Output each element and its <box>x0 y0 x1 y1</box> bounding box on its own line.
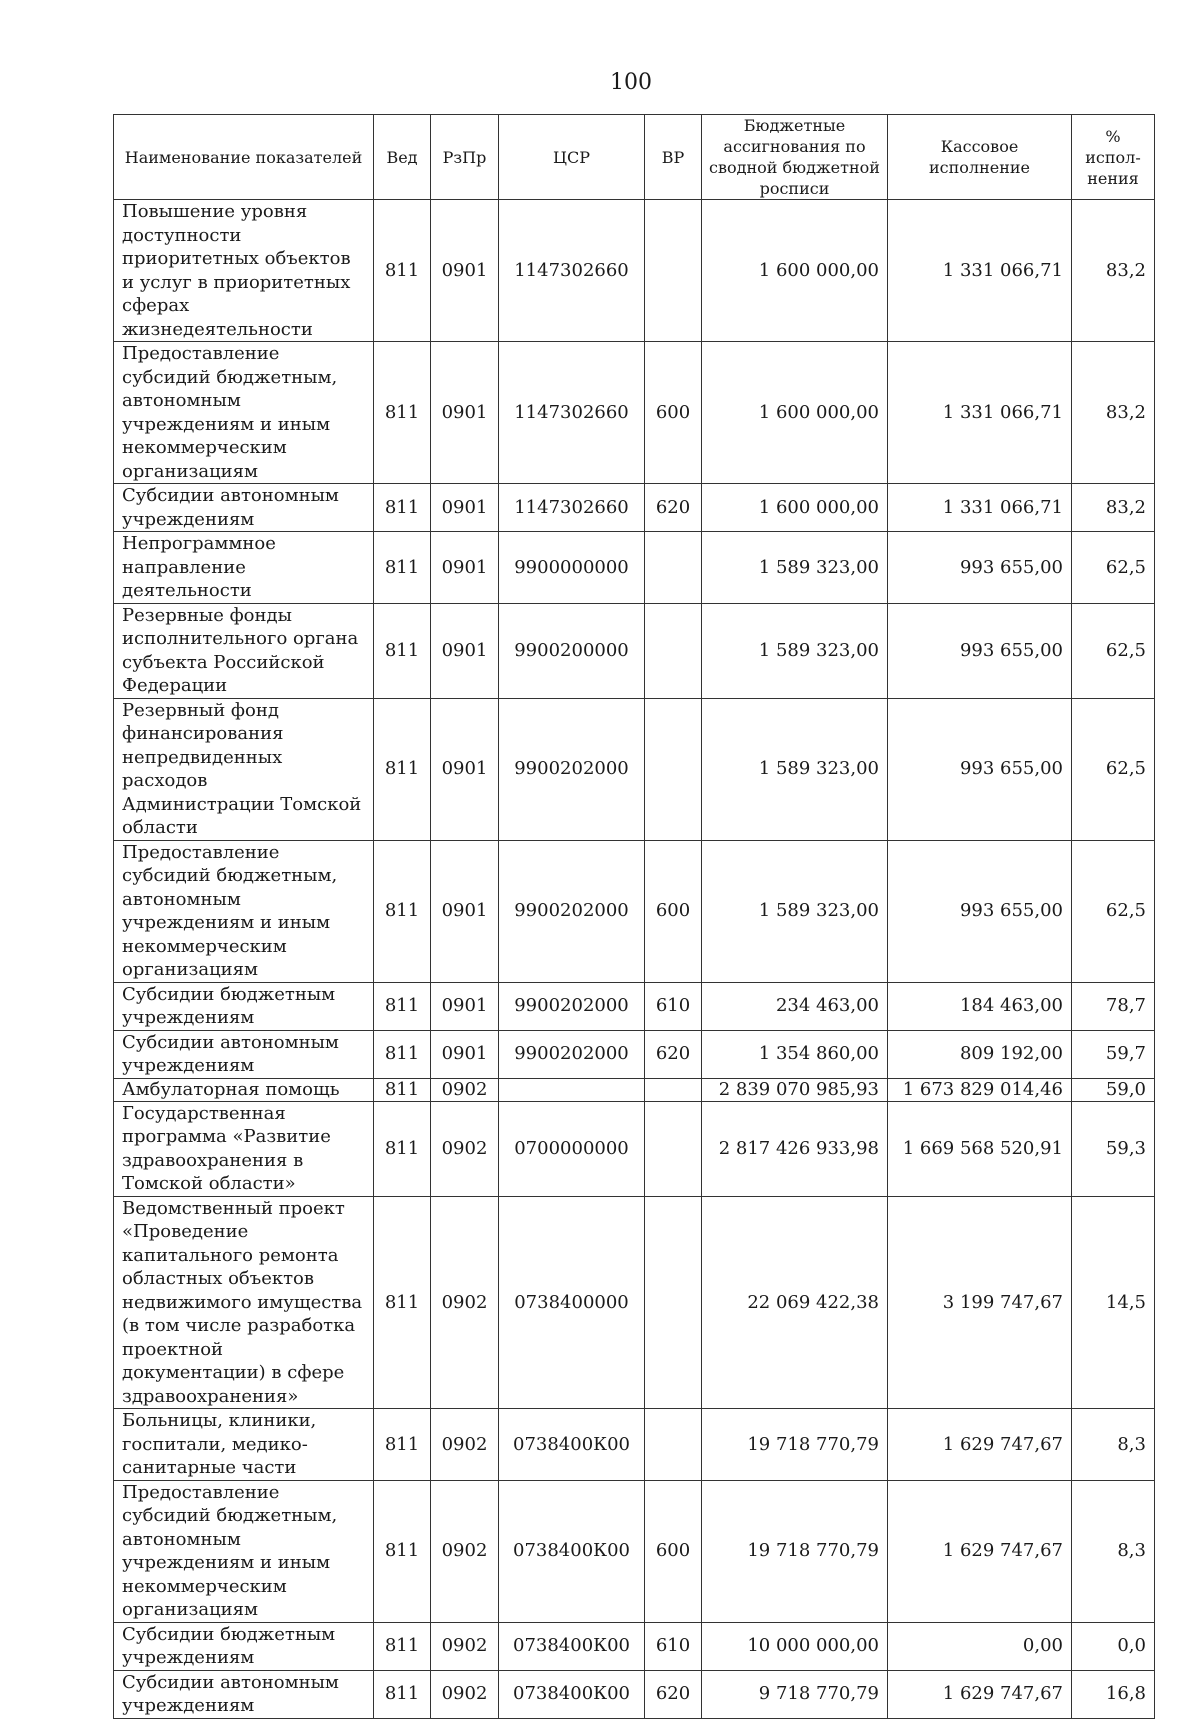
row-cash-execution: 3 199 747,67 <box>888 1196 1072 1409</box>
row-rzpr: 0901 <box>431 200 499 342</box>
row-rzpr: 0902 <box>431 1196 499 1409</box>
row-ved: 811 <box>374 1622 431 1670</box>
header-cash-execution: Кассовое исполнение <box>888 115 1072 200</box>
row-csr: 9900202000 <box>499 982 645 1030</box>
row-assignments: 1 589 323,00 <box>702 603 888 698</box>
row-vr <box>645 1078 702 1101</box>
row-csr: 0738400К00 <box>499 1622 645 1670</box>
row-percent: 14,5 <box>1072 1196 1155 1409</box>
row-percent: 78,7 <box>1072 982 1155 1030</box>
row-name: Государственная программа «Развитие здравоохранения в Томской области» <box>114 1101 374 1196</box>
row-cash-execution: 1 331 066,71 <box>888 342 1072 484</box>
row-rzpr: 0901 <box>431 840 499 982</box>
row-csr: 9900202000 <box>499 840 645 982</box>
row-assignments: 22 069 422,38 <box>702 1196 888 1409</box>
row-csr: 0738400К00 <box>499 1480 645 1622</box>
table-row <box>114 1622 1155 1670</box>
row-csr: 9900200000 <box>499 603 645 698</box>
row-name: Субсидии автономным учреждениям <box>114 1670 374 1718</box>
row-cash-execution: 993 655,00 <box>888 698 1072 840</box>
row-name: Повышение уровня доступности приоритетных объектов и услуг в приоритетных сферах жизнедеятельности <box>114 200 374 342</box>
row-ved: 811 <box>374 200 431 342</box>
row-rzpr: 0901 <box>431 603 499 698</box>
row-percent: 8,3 <box>1072 1480 1155 1622</box>
row-vr <box>645 698 702 840</box>
row-csr: 9900202000 <box>499 1030 645 1078</box>
row-cash-execution: 1 673 829 014,46 <box>888 1078 1072 1101</box>
table-row <box>114 982 1155 1030</box>
row-rzpr: 0901 <box>431 982 499 1030</box>
table-row <box>114 1409 1155 1481</box>
row-name: Субсидии автономным учреждениям <box>114 484 374 532</box>
row-name: Субсидии бюджетным учреждениям <box>114 982 374 1030</box>
row-ved: 811 <box>374 982 431 1030</box>
row-csr <box>499 1078 645 1101</box>
table-row <box>114 484 1155 532</box>
row-assignments: 1 600 000,00 <box>702 484 888 532</box>
row-ved: 811 <box>374 1196 431 1409</box>
row-rzpr: 0901 <box>431 1030 499 1078</box>
table-row <box>114 1196 1155 1409</box>
row-percent: 8,3 <box>1072 1409 1155 1481</box>
table-row <box>114 1030 1155 1078</box>
row-ved: 811 <box>374 1480 431 1622</box>
row-percent: 83,2 <box>1072 342 1155 484</box>
row-assignments: 10 000 000,00 <box>702 1622 888 1670</box>
table-row <box>114 1078 1155 1101</box>
row-assignments: 9 718 770,79 <box>702 1670 888 1718</box>
row-rzpr: 0902 <box>431 1670 499 1718</box>
row-cash-execution: 1 331 066,71 <box>888 484 1072 532</box>
table-row <box>114 603 1155 698</box>
table-row <box>114 1670 1155 1718</box>
row-csr: 9900000000 <box>499 532 645 604</box>
row-assignments: 2 839 070 985,93 <box>702 1078 888 1101</box>
row-percent: 83,2 <box>1072 484 1155 532</box>
row-cash-execution: 1 331 066,71 <box>888 200 1072 342</box>
header-assignments: Бюджетные ассигнования по сводной бюджетной росписи <box>702 115 888 200</box>
row-cash-execution: 1 629 747,67 <box>888 1670 1072 1718</box>
header-percent-execution: % испол-нения <box>1072 115 1155 200</box>
row-name: Субсидии бюджетным учреждениям <box>114 1622 374 1670</box>
row-assignments: 2 817 426 933,98 <box>702 1101 888 1196</box>
header-rzpr: РзПр <box>431 115 499 200</box>
row-ved: 811 <box>374 1670 431 1718</box>
row-vr <box>645 532 702 604</box>
row-percent: 59,3 <box>1072 1101 1155 1196</box>
row-percent: 62,5 <box>1072 698 1155 840</box>
row-ved: 811 <box>374 1078 431 1101</box>
budget-execution-table <box>113 114 1155 1719</box>
row-ved: 811 <box>374 603 431 698</box>
row-vr: 610 <box>645 1622 702 1670</box>
row-rzpr: 0902 <box>431 1480 499 1622</box>
row-name: Резервный фонд финансирования непредвиденных расходов Администрации Томской области <box>114 698 374 840</box>
row-percent: 59,7 <box>1072 1030 1155 1078</box>
row-percent: 0,0 <box>1072 1622 1155 1670</box>
row-csr: 1147302660 <box>499 484 645 532</box>
header-name: Наименование показателей <box>114 115 374 200</box>
header-csr: ЦСР <box>499 115 645 200</box>
row-cash-execution: 0,00 <box>888 1622 1072 1670</box>
row-csr: 0738400000 <box>499 1196 645 1409</box>
row-ved: 811 <box>374 484 431 532</box>
row-rzpr: 0902 <box>431 1409 499 1481</box>
row-assignments: 19 718 770,79 <box>702 1480 888 1622</box>
header-ved: Вед <box>374 115 431 200</box>
row-name: Непрограммное направление деятельности <box>114 532 374 604</box>
row-csr: 0738400К00 <box>499 1409 645 1481</box>
row-percent: 16,8 <box>1072 1670 1155 1718</box>
row-rzpr: 0902 <box>431 1622 499 1670</box>
row-rzpr: 0901 <box>431 342 499 484</box>
row-assignments: 1 354 860,00 <box>702 1030 888 1078</box>
row-csr: 1147302660 <box>499 200 645 342</box>
table-row <box>114 1480 1155 1622</box>
table-row <box>114 840 1155 982</box>
row-assignments: 19 718 770,79 <box>702 1409 888 1481</box>
row-cash-execution: 184 463,00 <box>888 982 1072 1030</box>
row-csr: 0738400К00 <box>499 1670 645 1718</box>
table-row <box>114 698 1155 840</box>
row-rzpr: 0901 <box>431 484 499 532</box>
row-cash-execution: 1 629 747,67 <box>888 1409 1072 1481</box>
row-percent: 62,5 <box>1072 840 1155 982</box>
row-ved: 811 <box>374 1101 431 1196</box>
row-percent: 59,0 <box>1072 1078 1155 1101</box>
row-ved: 811 <box>374 1030 431 1078</box>
row-cash-execution: 993 655,00 <box>888 603 1072 698</box>
row-assignments: 1 589 323,00 <box>702 698 888 840</box>
row-name: Предоставление субсидий бюджетным, автономным учреждениям и иным некоммерческим организациям <box>114 342 374 484</box>
row-cash-execution: 1 669 568 520,91 <box>888 1101 1072 1196</box>
row-vr <box>645 603 702 698</box>
row-ved: 811 <box>374 532 431 604</box>
row-assignments: 1 600 000,00 <box>702 200 888 342</box>
row-vr <box>645 1196 702 1409</box>
row-vr <box>645 200 702 342</box>
row-vr <box>645 1101 702 1196</box>
page-number: 100 <box>610 70 652 95</box>
row-ved: 811 <box>374 342 431 484</box>
row-ved: 811 <box>374 840 431 982</box>
row-vr: 600 <box>645 840 702 982</box>
row-vr <box>645 1409 702 1481</box>
row-percent: 62,5 <box>1072 603 1155 698</box>
row-ved: 811 <box>374 698 431 840</box>
row-name: Предоставление субсидий бюджетным, автономным учреждениям и иным некоммерческим организациям <box>114 1480 374 1622</box>
row-vr: 600 <box>645 342 702 484</box>
table-row <box>114 1101 1155 1196</box>
row-assignments: 1 600 000,00 <box>702 342 888 484</box>
row-name: Больницы, клиники, госпитали, медико-санитарные части <box>114 1409 374 1481</box>
row-ved: 811 <box>374 1409 431 1481</box>
row-rzpr: 0902 <box>431 1078 499 1101</box>
row-name: Предоставление субсидий бюджетным, автономным учреждениям и иным некоммерческим организациям <box>114 840 374 982</box>
row-cash-execution: 993 655,00 <box>888 840 1072 982</box>
table-header-row <box>114 115 1155 200</box>
row-vr: 610 <box>645 982 702 1030</box>
row-vr: 600 <box>645 1480 702 1622</box>
row-cash-execution: 809 192,00 <box>888 1030 1072 1078</box>
row-csr: 0700000000 <box>499 1101 645 1196</box>
row-csr: 9900202000 <box>499 698 645 840</box>
table-row <box>114 532 1155 604</box>
row-assignments: 234 463,00 <box>702 982 888 1030</box>
row-assignments: 1 589 323,00 <box>702 532 888 604</box>
row-name: Ведомственный проект «Проведение капитального ремонта областных объектов недвижимого имущества (в том числе разработка проектной документации) в сфере здравоохранения» <box>114 1196 374 1409</box>
row-cash-execution: 1 629 747,67 <box>888 1480 1072 1622</box>
row-percent: 62,5 <box>1072 532 1155 604</box>
row-vr: 620 <box>645 1670 702 1718</box>
row-cash-execution: 993 655,00 <box>888 532 1072 604</box>
row-name: Субсидии автономным учреждениям <box>114 1030 374 1078</box>
row-rzpr: 0902 <box>431 1101 499 1196</box>
row-percent: 83,2 <box>1072 200 1155 342</box>
row-vr: 620 <box>645 1030 702 1078</box>
table-row <box>114 200 1155 342</box>
row-vr: 620 <box>645 484 702 532</box>
row-assignments: 1 589 323,00 <box>702 840 888 982</box>
row-rzpr: 0901 <box>431 532 499 604</box>
row-name: Амбулаторная помощь <box>114 1078 374 1101</box>
row-csr: 1147302660 <box>499 342 645 484</box>
row-name: Резервные фонды исполнительного органа субъекта Российской Федерации <box>114 603 374 698</box>
header-vr: ВР <box>645 115 702 200</box>
table-row <box>114 342 1155 484</box>
row-rzpr: 0901 <box>431 698 499 840</box>
